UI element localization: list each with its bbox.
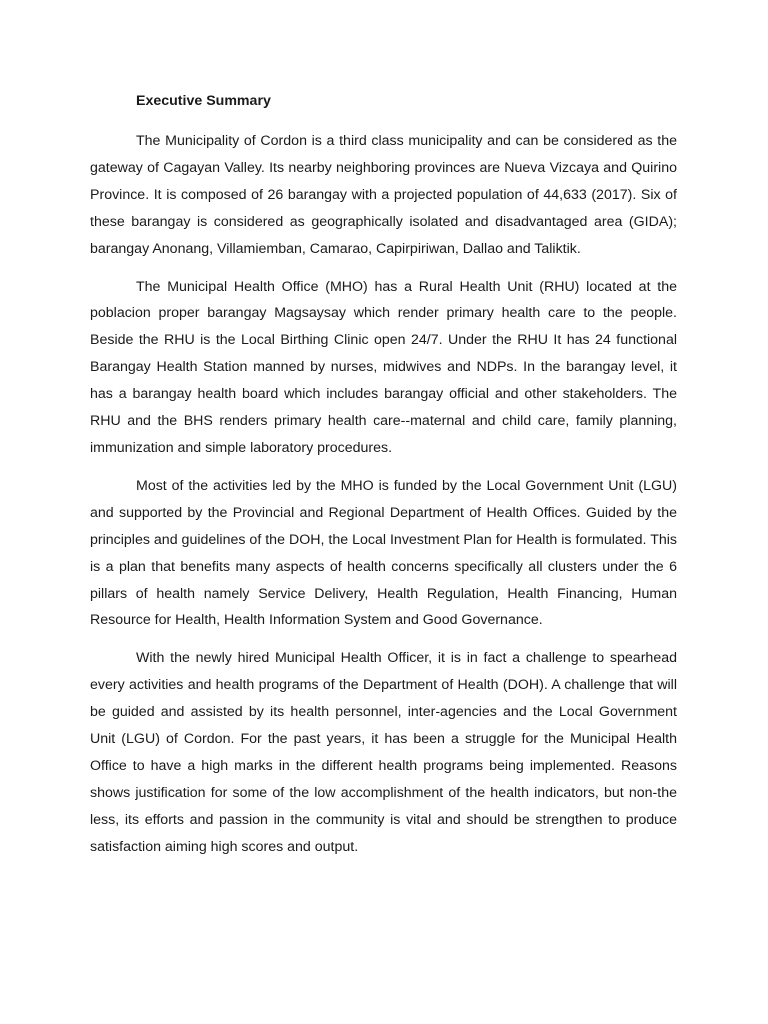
paragraph-challenges: With the newly hired Municipal Health Officer, it is in fact a challenge to spearhead every activities and health programs of the Department of Health (DOH). A challenge that will be guided and assisted by its health personnel, inter-agencies and the Local Government Unit (LGU) of Cordon. For the past years, it has been a struggle for the Municipal Health Office to have a high marks in the different health programs being implemented. Reasons shows justification for some of the low accomplishment of the health indicators, but non-the less, its efforts and passion in the community is vital and should be strengthen to produce satisfaction aiming high scores and output. xyxy=(90,650,677,855)
document-page xyxy=(90,88,677,872)
paragraph-health-office: The Municipal Health Office (MHO) has a Rural Health Unit (RHU) located at the poblacion proper barangay Magsaysay which render primary health care to the people. Beside the RHU is the Local Birthing Clinic open 24/7. Under the RHU It has 24 functional Barangay Health Station manned by nurses, midwives and NDPs. In the barangay level, it has a barangay health board which includes barangay official and other stakeholders. The RHU and the BHS renders primary health care--maternal and child care, family planning, immunization and simple laboratory procedures. xyxy=(90,278,677,456)
paragraph-municipality-overview: The Municipality of Cordon is a third class municipality and can be considered as the gateway of Cagayan Valley. Its nearby neighboring provinces are Nueva Vizcaya and Quirino Province. It is composed of 26 barangay with a projected population of 44,633 (2017). Six of these barangay is considered as geographically isolated and disadvantaged area (GIDA); barangay Anonang, Villamiemban, Camarao, Capirpiriwan, Dallao and Taliktik. xyxy=(90,133,677,257)
paragraph-funding: Most of the activities led by the MHO is funded by the Local Government Unit (LGU) and supported by the Provincial and Regional Department of Health Offices. Guided by the principles and guidelines of the DOH, the Local Investment Plan for Health is formulated. This is a plan that benefits many aspects of health concerns specifically all clusters under the 6 pillars of health namely Service Delivery, Health Regulation, Health Financing, Human Resource for Health, Health Information System and Good Governance. xyxy=(90,477,677,629)
section-heading: Executive Summary xyxy=(136,93,271,109)
